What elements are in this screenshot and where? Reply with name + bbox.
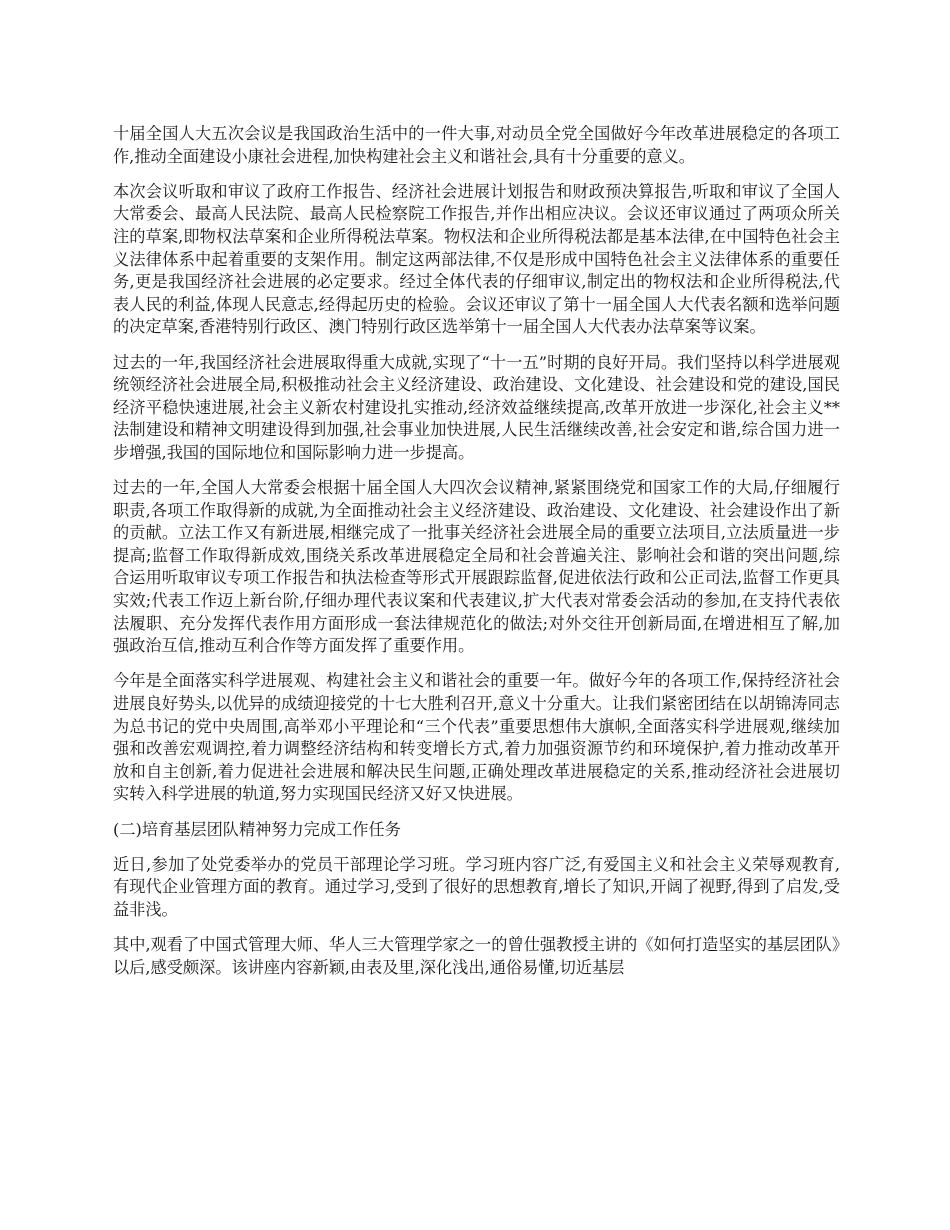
paragraph-3: 过去的一年,我国经济社会进展取得重大成就,实现了“十一五”时期的良好开局。我们坚持以科学进展观统领经济社会进展全局,积极推动社会主义经济建设、政治建设、文化建设、社会建设和党的建设,国民经济平稳快速进展,社会主义新农村建设扎实推动,经济效益继续提高,改革开放进一步深化,社会主义**法制建设和精神文明建设得到加强,社会事业加快进展,人民生活继续改善,社会安定和谐,综合国力进一步增强,我国的国际地位和国际影响力进一步提高。: [113, 352, 840, 462]
document-body: [113, 123, 840, 992]
paragraph-4: 过去的一年,全国人大常委会根据十届全国人大四次会议精神,紧紧围绕党和国家工作的大局,仔细履行职责,各项工作取得新的成就,为全面推动社会主义经济建设、政治建设、文化建设、社会建设作出了新的贡献。立法工作又有新进展,相继完成了一批事关经济社会进展全局的重要立法项目,立法质量进一步提高;监督工作取得新成效,围绕关系改革进展稳定全局和社会普遍关注、影响社会和谐的突出问题,综合运用听取审议专项工作报告和执法检查等形式开展跟踪监督,促进依法行政和公正司法,监督工作更具实效;代表工作迈上新台阶,仔细办理代表议案和代表建议,扩大代表对常委会活动的参加,在支持代表依法履职、充分发挥代表作用方面形成一套法律规范化的做法;对外交往开创新局面,在增进相互了解,加强政治互信,推动互利合作等方面发挥了重要作用。: [113, 478, 840, 656]
paragraph-1: 十届全国人大五次会议是我国政治生活中的一件大事,对动员全党全国做好今年改革进展稳定的各项工作,推动全面建设小康社会进程,加快构建社会主义和谐社会,具有十分重要的意义。: [113, 124, 840, 166]
paragraph-5: 今年是全面落实科学进展观、构建社会主义和谐社会的重要一年。做好今年的各项工作,保持经济社会进展良好势头,以优异的成绩迎接党的十七大胜利召开,意义十分重大。让我们紧密团结在以胡锦涛同志为总书记的党中央周围,高举邓小平理论和“三个代表”重要思想伟大旗帜,全面落实科学进展观,继续加强和改善宏观调控,着力调整经济结构和转变增长方式,着力加强资源节约和环境保护,着力推动改革开放和自主创新,着力促进社会进展和解决民生问题,正确处理改革进展稳定的关系,推动经济社会进展切实转入科学进展的轨道,努力实现国民经济又好又快进展。: [113, 671, 840, 804]
section-heading: (二)培育基层团队精神努力完成工作任务: [113, 819, 401, 839]
paragraph-2: 本次会议听取和审议了政府工作报告、经济社会进展计划报告和财政预决算报告,听取和审议了全国人大常委会、最高人民法院、最高人民检察院工作报告,并作出相应决议。会议还审议通过了两项众所关注的草案,即物权法草案和企业所得税法草案。物权法和企业所得税法都是基本法律,在中国特色社会主义法律体系中起着重要的支架作用。制定这两部法律,不仅是形成中国特色社会主义法律体系的重要任务,更是我国经济社会进展的必定要求。经过全体代表的仔细审议,制定出的物权法和企业所得税法,代表人民的利益,体现人民意志,经得起历史的检验。会议还审议了第十一届全国人大代表名额和选举问题的决定草案,香港特别行政区、澳门特别行政区选举第十一届全国人大代表办法草案等议案。: [113, 181, 840, 337]
paragraph-6: 近日,参加了处党委举办的党员干部理论学习班。学习班内容广泛,有爱国主义和社会主义荣辱观教育,有现代企业管理方面的教育。通过学习,受到了很好的思想教育,增长了知识,开阔了视野,得到了启发,受益非浅。: [113, 854, 840, 919]
paragraph-7: 其中,观看了中国式管理大师、华人三大管理学家之一的曾仕强教授主讲的《如何打造坚实的基层团队》以后,感受颇深。该讲座内容新颖,由表及里,深化浅出,通俗易懂,切近基层: [113, 935, 840, 977]
